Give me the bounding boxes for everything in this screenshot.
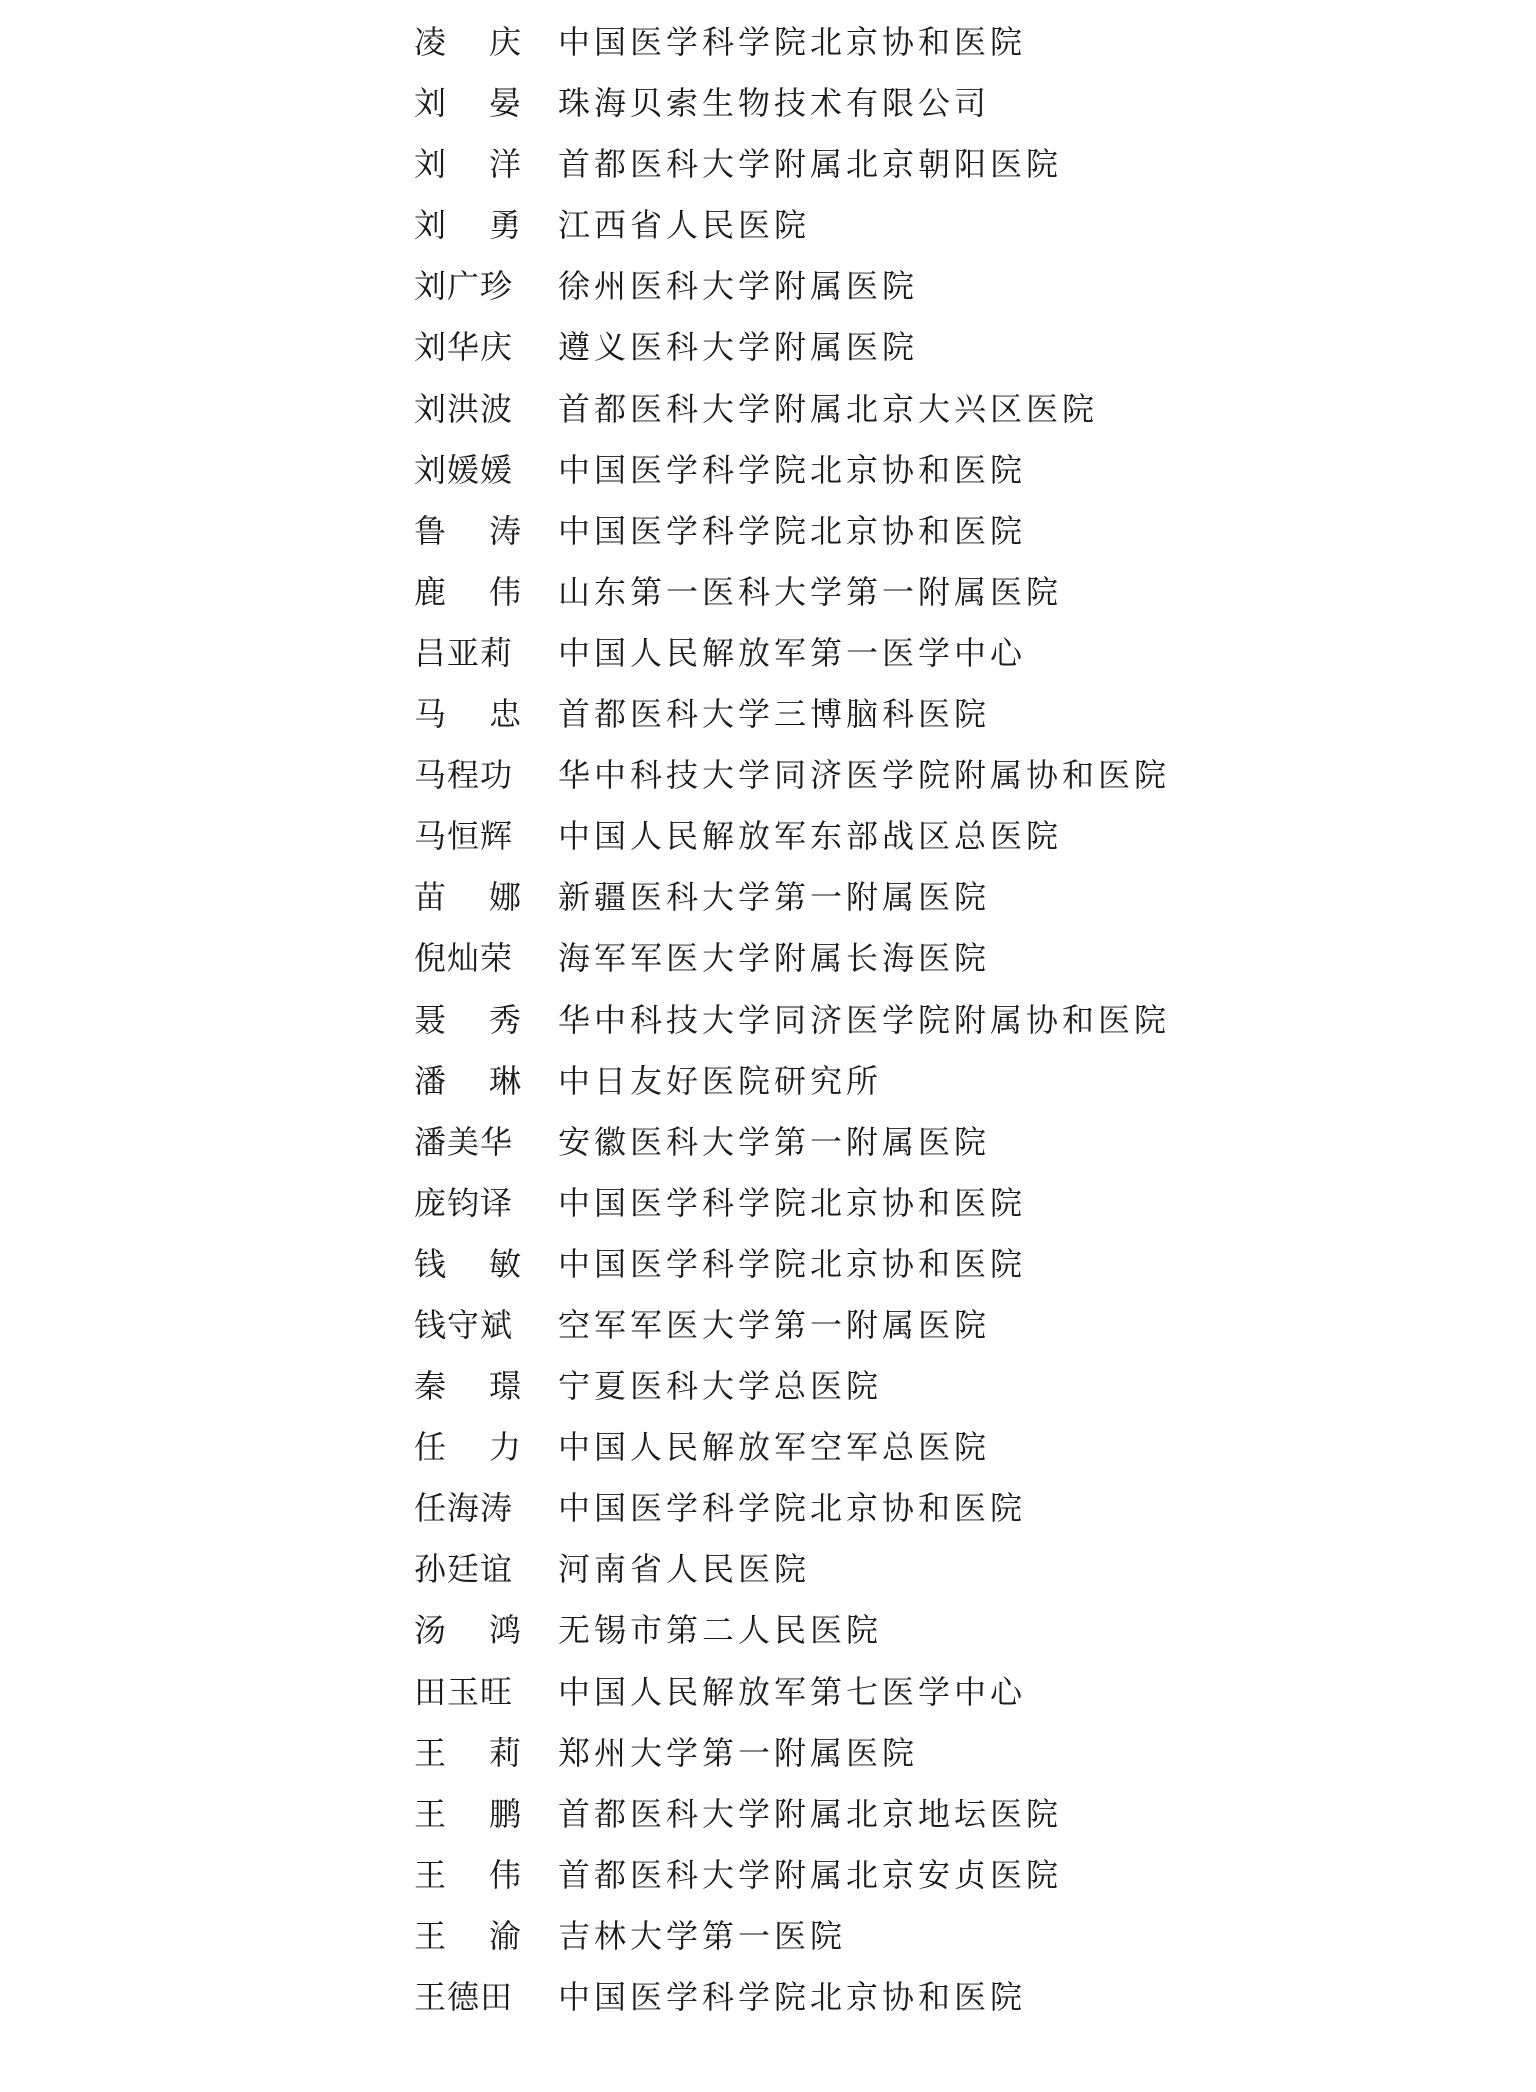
member-name: 刘华庆	[414, 328, 514, 367]
list-item	[0, 867, 1536, 928]
list-item	[0, 1173, 1536, 1234]
member-name: 孙廷谊	[414, 1550, 514, 1589]
name-char: 马	[414, 695, 448, 734]
list-item	[0, 806, 1536, 867]
member-name: 钱守斌	[414, 1305, 514, 1344]
name-char: 任	[414, 1428, 448, 1467]
list-item	[0, 317, 1536, 378]
member-name: 马恒辉	[414, 817, 514, 856]
name-char: 刘	[414, 145, 448, 184]
list-item	[0, 1967, 1536, 2028]
member-organization: 宁夏医科大学总医院	[558, 1367, 883, 1406]
list-item	[0, 440, 1536, 501]
name-char: 莉	[488, 1733, 522, 1772]
name-char: 刘	[414, 84, 448, 123]
list-item	[0, 1600, 1536, 1661]
list-item	[0, 256, 1536, 317]
name-char: 鹏	[488, 1794, 522, 1833]
member-organization: 无锡市第二人民医院	[558, 1611, 883, 1650]
list-item	[0, 1784, 1536, 1845]
member-list	[0, 12, 1536, 2028]
list-item	[0, 134, 1536, 195]
member-organization: 山东第一医科大学第一附属医院	[558, 572, 1063, 611]
name-char: 敏	[488, 1244, 522, 1283]
member-organization: 中国医学科学院北京协和医院	[558, 450, 1027, 489]
name-char: 王	[414, 1733, 448, 1772]
member-name: 倪灿荣	[414, 939, 514, 978]
name-char: 王	[414, 1855, 448, 1894]
member-organization: 中国人民解放军第一医学中心	[558, 633, 1027, 672]
name-char: 鸿	[488, 1611, 522, 1650]
list-item	[0, 1234, 1536, 1295]
member-organization: 空军军医大学第一附属医院	[558, 1305, 991, 1344]
list-item	[0, 990, 1536, 1051]
member-organization: 郑州大学第一附属医院	[558, 1733, 919, 1772]
name-char: 渝	[488, 1916, 522, 1955]
name-char: 刘	[414, 206, 448, 245]
member-organization: 遵义医科大学附属医院	[558, 328, 919, 367]
list-item	[0, 1112, 1536, 1173]
name-char: 凌	[414, 23, 448, 61]
list-item	[0, 1051, 1536, 1112]
list-item	[0, 1539, 1536, 1600]
name-char: 娜	[488, 878, 522, 917]
member-organization: 安徽医科大学第一附属医院	[558, 1122, 991, 1161]
member-organization: 中国人民解放军第七医学中心	[558, 1672, 1027, 1711]
member-organization: 中国医学科学院北京协和医院	[558, 1244, 1027, 1283]
member-organization: 中国医学科学院北京协和医院	[558, 511, 1027, 550]
member-name: 马程功	[414, 756, 514, 795]
name-char: 王	[414, 1916, 448, 1955]
list-item	[0, 562, 1536, 623]
name-char: 璟	[488, 1367, 522, 1406]
name-char: 伟	[488, 1855, 522, 1894]
member-name: 王德田	[414, 1978, 514, 2016]
name-char: 琳	[488, 1061, 522, 1100]
list-item	[0, 1845, 1536, 1906]
list-item	[0, 1356, 1536, 1417]
member-organization: 珠海贝索生物技术有限公司	[558, 84, 991, 123]
member-organization: 河南省人民医院	[558, 1550, 811, 1589]
member-organization: 首都医科大学附属北京地坛医院	[558, 1794, 1063, 1833]
list-item	[0, 73, 1536, 134]
member-organization: 徐州医科大学附属医院	[558, 267, 919, 306]
member-organization: 首都医科大学附属北京大兴区医院	[558, 389, 1099, 428]
list-item	[0, 928, 1536, 989]
member-name: 潘美华	[414, 1122, 514, 1161]
name-char: 洋	[488, 145, 522, 184]
member-organization: 新疆医科大学第一附属医院	[558, 878, 991, 917]
name-char: 晏	[488, 84, 522, 123]
member-name: 刘媛媛	[414, 450, 514, 489]
list-item	[0, 1662, 1536, 1723]
name-char: 忠	[488, 695, 522, 734]
list-item	[0, 1417, 1536, 1478]
member-name: 吕亚莉	[414, 633, 514, 672]
list-item	[0, 379, 1536, 440]
member-organization: 首都医科大学附属北京朝阳医院	[558, 145, 1063, 184]
member-organization: 江西省人民医院	[558, 206, 811, 245]
member-organization: 首都医科大学三博脑科医院	[558, 695, 991, 734]
member-organization: 中国医学科学院北京协和医院	[558, 1978, 1027, 2016]
member-organization: 首都医科大学附属北京安贞医院	[558, 1855, 1063, 1894]
list-item	[0, 195, 1536, 256]
list-item	[0, 684, 1536, 745]
name-char: 苗	[414, 878, 448, 917]
member-organization: 中国人民解放军空军总医院	[558, 1428, 991, 1467]
name-char: 潘	[414, 1061, 448, 1100]
name-char: 钱	[414, 1244, 448, 1283]
list-item	[0, 501, 1536, 562]
name-char: 鲁	[414, 511, 448, 550]
list-item	[0, 1478, 1536, 1539]
member-organization: 中国医学科学院北京协和医院	[558, 1489, 1027, 1528]
name-char: 秀	[488, 1000, 522, 1039]
member-name: 刘广珍	[414, 267, 514, 306]
member-organization: 中国医学科学院北京协和医院	[558, 23, 1027, 61]
name-char: 鹿	[414, 572, 448, 611]
member-organization: 中国医学科学院北京协和医院	[558, 1183, 1027, 1222]
name-char: 力	[488, 1428, 522, 1467]
member-organization: 吉林大学第一医院	[558, 1916, 847, 1955]
name-char: 秦	[414, 1367, 448, 1406]
list-item	[0, 1906, 1536, 1967]
name-char: 庆	[488, 23, 522, 61]
member-name: 任海涛	[414, 1489, 514, 1528]
member-organization: 中日友好医院研究所	[558, 1061, 883, 1100]
name-char: 涛	[488, 511, 522, 550]
member-organization: 华中科技大学同济医学院附属协和医院	[558, 1000, 1171, 1039]
name-char: 聂	[414, 1000, 448, 1039]
member-name: 田玉旺	[414, 1672, 514, 1711]
list-item	[0, 1295, 1536, 1356]
name-char: 王	[414, 1794, 448, 1833]
list-item	[0, 623, 1536, 684]
name-char: 伟	[488, 572, 522, 611]
name-char: 勇	[488, 206, 522, 245]
list-item	[0, 1723, 1536, 1784]
member-name: 庞钧译	[414, 1183, 514, 1222]
member-organization: 中国人民解放军东部战区总医院	[558, 817, 1063, 856]
name-char: 汤	[414, 1611, 448, 1650]
member-name: 刘洪波	[414, 389, 514, 428]
list-item	[0, 745, 1536, 806]
member-organization: 海军军医大学附属长海医院	[558, 939, 991, 978]
member-organization: 华中科技大学同济医学院附属协和医院	[558, 756, 1171, 795]
list-item	[0, 12, 1536, 73]
